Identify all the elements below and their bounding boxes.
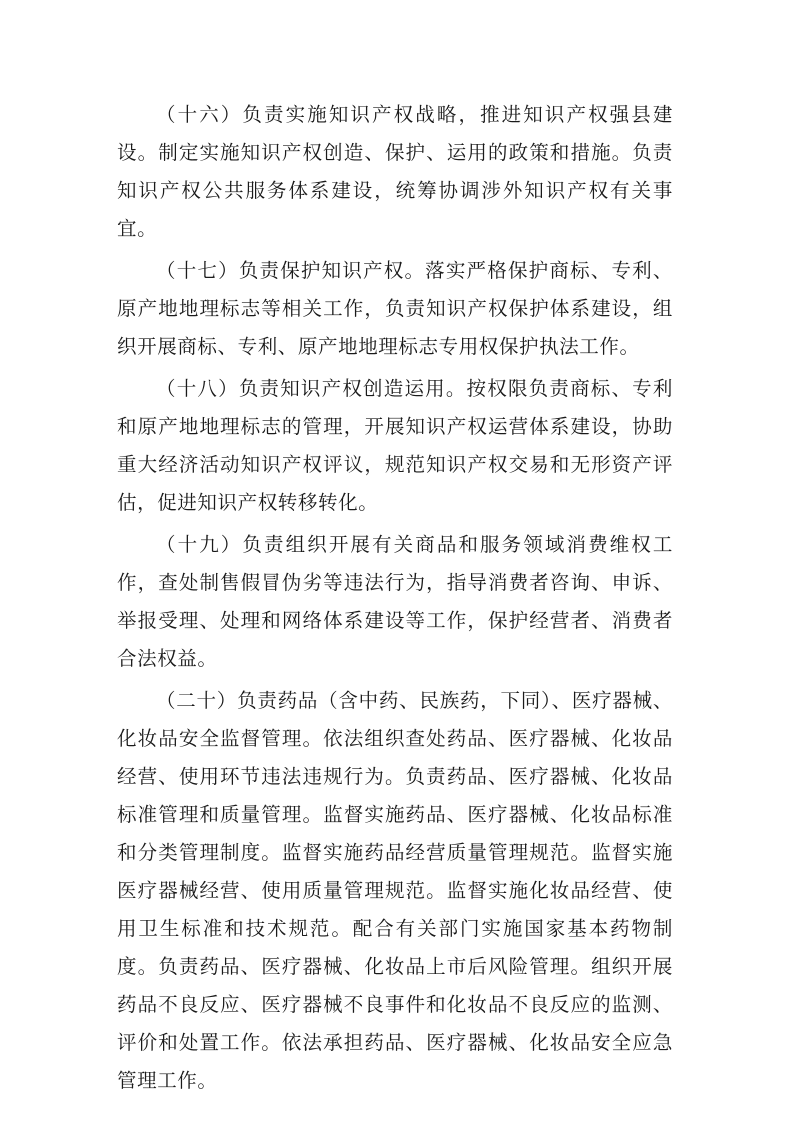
paragraph-18: （十八）负责知识产权创造运用。按权限负责商标、专利和原产地地理标志的管理，开展知识产权运营体系建设，协助重大经济活动知识产权评议，规范知识产权交易和无形资产评估，促进知识产权转移转化。	[117, 377, 673, 514]
paragraph-17: （十七）负责保护知识产权。落实严格保护商标、专利、原产地地理标志等相关工作，负责知识产权保护体系建设，组织开展商标、专利、原产地地理标志专用权保护执法工作。	[117, 259, 673, 358]
paragraph-16: （十六）负责实施知识产权战略，推进知识产权强县建设。制定实施知识产权创造、保护、运用的政策和措施。负责知识产权公共服务体系建设，统筹协调涉外知识产权有关事宜。	[117, 103, 673, 240]
paragraph-19: （十九）负责组织开展有关商品和服务领域消费维权工作，查处制售假冒伪劣等违法行为，指导消费者咨询、申诉、举报受理、处理和网络体系建设等工作，保护经营者、消费者合法权益。	[117, 533, 673, 670]
document-body	[117, 96, 673, 1104]
paragraph-20: （二十）负责药品（含中药、民族药，下同）、医疗器械、化妆品安全监督管理。依法组织查处药品、医疗器械、化妆品经营、使用环节违法违规行为。负责药品、医疗器械、化妆品标准管理和质量管理。监督实施药品、医疗器械、化妆品标准和分类管理制度。监督实施药品经营质量管理规范。监督实施医疗器械经营、使用质量管理规范。监督实施化妆品经营、使用卫生标准和技术规范。配合有关部门实施国家基本药物制度。负责药品、医疗器械、化妆品上市后风险管理。组织开展药品不良反应、医疗器械不良事件和化妆品不良反应的监测、评价和处置工作。依法承担药品、医疗器械、化妆品安全应急管理工作。	[117, 689, 673, 1092]
